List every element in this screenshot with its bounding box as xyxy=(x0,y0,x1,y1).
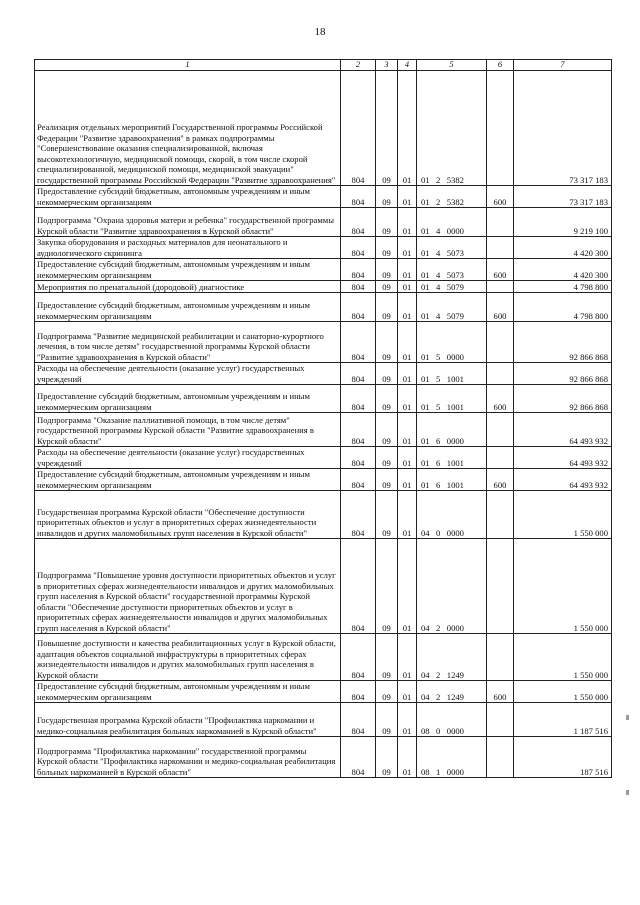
row-name: Подпрограмма "Повышение уровня доступности приоритетных объектов и услуг в приоритетных сферах жизнедеятельности инвалидов и других маломобильных групп населения в Курской области" государственной программы Курской области "Обеспечение доступности приоритетных объектов и услуг в приоритетных сферах жизнедеятельности инвалидов и других маломобильных групп населения в Курской области" xyxy=(35,539,341,634)
table-row xyxy=(35,385,612,413)
row-amount: 9 219 100 xyxy=(514,208,612,237)
row-target-code: 01 5 0000 xyxy=(417,322,487,363)
row-section-code: 09 xyxy=(376,539,398,634)
row-subsection-code: 01 xyxy=(398,71,417,186)
table-row xyxy=(35,469,612,491)
row-ministry-code: 804 xyxy=(341,363,376,385)
row-ministry-code: 804 xyxy=(341,385,376,413)
row-ministry-code: 804 xyxy=(341,71,376,186)
row-amount: 1 550 000 xyxy=(514,681,612,703)
row-ministry-code: 804 xyxy=(341,208,376,237)
table-row xyxy=(35,491,612,539)
row-amount: 64 493 932 xyxy=(514,469,612,491)
budget-table xyxy=(34,59,612,778)
row-name: Предоставление субсидий бюджетным, автономным учреждениям и иным некоммерческим организациям xyxy=(35,259,341,281)
row-subsection-code: 01 xyxy=(398,539,417,634)
row-expense-type xyxy=(487,539,514,634)
row-section-code: 09 xyxy=(376,71,398,186)
row-amount: 4 420 300 xyxy=(514,259,612,281)
row-subsection-code: 01 xyxy=(398,208,417,237)
row-expense-type: 600 xyxy=(487,681,514,703)
row-target-code: 04 2 0000 xyxy=(417,539,487,634)
row-amount: 73 317 183 xyxy=(514,71,612,186)
row-name: Предоставление субсидий бюджетным, автономным учреждениям и иным некоммерческим организациям xyxy=(35,681,341,703)
row-target-code: 01 5 1001 xyxy=(417,385,487,413)
row-amount: 1 550 000 xyxy=(514,491,612,539)
row-name: Предоставление субсидий бюджетным, автономным учреждениям и иным некоммерческим организациям xyxy=(35,186,341,208)
row-target-code: 04 2 1249 xyxy=(417,681,487,703)
row-amount: 92 866 868 xyxy=(514,322,612,363)
row-section-code: 09 xyxy=(376,208,398,237)
table-row xyxy=(35,737,612,778)
row-expense-type: 600 xyxy=(487,469,514,491)
row-amount: 4 798 800 xyxy=(514,293,612,322)
row-amount: 4 798 800 xyxy=(514,281,612,293)
row-section-code: 09 xyxy=(376,259,398,281)
row-expense-type: 600 xyxy=(487,259,514,281)
row-expense-type xyxy=(487,363,514,385)
row-subsection-code: 01 xyxy=(398,322,417,363)
row-target-code: 01 4 5079 xyxy=(417,293,487,322)
row-target-code: 01 6 1001 xyxy=(417,447,487,469)
row-expense-type xyxy=(487,237,514,259)
row-subsection-code: 01 xyxy=(398,259,417,281)
table-row xyxy=(35,293,612,322)
row-amount: 1 187 516 xyxy=(514,703,612,737)
col-header: 5 xyxy=(417,60,487,71)
table-row xyxy=(35,703,612,737)
row-target-code: 01 2 5382 xyxy=(417,186,487,208)
row-subsection-code: 01 xyxy=(398,186,417,208)
row-subsection-code: 01 xyxy=(398,385,417,413)
row-section-code: 09 xyxy=(376,322,398,363)
row-ministry-code: 804 xyxy=(341,259,376,281)
row-subsection-code: 01 xyxy=(398,491,417,539)
table-row xyxy=(35,539,612,634)
row-name: Мероприятия по пренатальной (дородовой) диагностике xyxy=(35,281,341,293)
row-name: Государственная программа Курской области "Обеспечение доступности приоритетных объектов и услуг в приоритетных сферах жизнедеятельности инвалидов и других маломобильных групп населения в Курской области" xyxy=(35,491,341,539)
row-section-code: 09 xyxy=(376,681,398,703)
row-target-code: 01 4 5073 xyxy=(417,237,487,259)
row-ministry-code: 804 xyxy=(341,469,376,491)
row-ministry-code: 804 xyxy=(341,293,376,322)
row-name: Закупка оборудования и расходных материалов для неонатального и аудиологического скрининга xyxy=(35,237,341,259)
row-section-code: 09 xyxy=(376,447,398,469)
row-amount: 64 493 932 xyxy=(514,413,612,447)
row-target-code: 01 6 0000 xyxy=(417,413,487,447)
table-row xyxy=(35,259,612,281)
row-expense-type xyxy=(487,281,514,293)
col-header: 7 xyxy=(514,60,612,71)
row-ministry-code: 804 xyxy=(341,237,376,259)
row-subsection-code: 01 xyxy=(398,413,417,447)
row-ministry-code: 804 xyxy=(341,447,376,469)
row-expense-type xyxy=(487,71,514,186)
row-ministry-code: 804 xyxy=(341,681,376,703)
row-name: Подпрограмма "Развитие медицинской реабилитации и санаторно-курортного лечения, в том числе детям" государственной программы Курской области "Развитие здравоохранения в Курской области" xyxy=(35,322,341,363)
row-ministry-code: 804 xyxy=(341,703,376,737)
table-row xyxy=(35,208,612,237)
row-amount: 1 550 000 xyxy=(514,634,612,681)
row-section-code: 09 xyxy=(376,293,398,322)
row-ministry-code: 804 xyxy=(341,737,376,778)
row-amount: 4 420 300 xyxy=(514,237,612,259)
row-target-code: 08 1 0000 xyxy=(417,737,487,778)
row-section-code: 09 xyxy=(376,491,398,539)
row-expense-type xyxy=(487,322,514,363)
scan-mark xyxy=(626,715,629,720)
row-name: Предоставление субсидий бюджетным, автономным учреждениям и иным некоммерческим организациям xyxy=(35,469,341,491)
row-expense-type xyxy=(487,737,514,778)
row-name: Подпрограмма "Охрана здоровья матери и ребенка" государственной программы Курской области "Развитие здравоохранения в Курской области" xyxy=(35,208,341,237)
row-section-code: 09 xyxy=(376,703,398,737)
row-target-code: 01 4 5073 xyxy=(417,259,487,281)
row-amount: 187 516 xyxy=(514,737,612,778)
row-name: Реализация отдельных мероприятий Государственной программы Российской Федерации "Развитие здравоохранения" в рамках подпрограммы "Совершенствование оказания специализированной, включая высокотехнологичную, медицинской помощи, скорой, в том числе скорой специализированной, медицинской помощи, медицинской эвакуации" государственной программы Российской Федерации "Развитие здравоохранения" xyxy=(35,71,341,186)
row-name: Государственная программа Курской области "Профилактика наркомании и медико-социальная реабилитация больных наркоманией в Курской области" xyxy=(35,703,341,737)
table-row xyxy=(35,413,612,447)
row-section-code: 09 xyxy=(376,281,398,293)
row-ministry-code: 804 xyxy=(341,281,376,293)
row-section-code: 09 xyxy=(376,634,398,681)
row-name: Расходы на обеспечение деятельности (оказание услуг) государственных учреждений xyxy=(35,447,341,469)
row-section-code: 09 xyxy=(376,186,398,208)
row-expense-type xyxy=(487,447,514,469)
table-row xyxy=(35,71,612,186)
table-row xyxy=(35,681,612,703)
col-header: 2 xyxy=(341,60,376,71)
table-row xyxy=(35,363,612,385)
scan-mark xyxy=(626,790,629,795)
row-section-code: 09 xyxy=(376,385,398,413)
col-header: 3 xyxy=(376,60,398,71)
row-target-code: 01 4 5079 xyxy=(417,281,487,293)
row-subsection-code: 01 xyxy=(398,363,417,385)
row-subsection-code: 01 xyxy=(398,237,417,259)
row-ministry-code: 804 xyxy=(341,491,376,539)
table-row xyxy=(35,281,612,293)
row-expense-type xyxy=(487,413,514,447)
row-expense-type xyxy=(487,634,514,681)
table-row xyxy=(35,322,612,363)
row-subsection-code: 01 xyxy=(398,703,417,737)
row-section-code: 09 xyxy=(376,737,398,778)
row-expense-type: 600 xyxy=(487,293,514,322)
row-section-code: 09 xyxy=(376,413,398,447)
row-expense-type: 600 xyxy=(487,385,514,413)
table-row xyxy=(35,447,612,469)
row-subsection-code: 01 xyxy=(398,293,417,322)
row-name: Предоставление субсидий бюджетным, автономным учреждениям и иным некоммерческим организациям xyxy=(35,293,341,322)
row-target-code: 04 2 1249 xyxy=(417,634,487,681)
row-subsection-code: 01 xyxy=(398,737,417,778)
row-target-code: 04 0 0000 xyxy=(417,491,487,539)
row-ministry-code: 804 xyxy=(341,322,376,363)
table-header-row xyxy=(35,60,612,71)
row-expense-type xyxy=(487,491,514,539)
row-ministry-code: 804 xyxy=(341,634,376,681)
row-target-code: 08 0 0000 xyxy=(417,703,487,737)
row-section-code: 09 xyxy=(376,363,398,385)
row-amount: 92 866 868 xyxy=(514,385,612,413)
table-row xyxy=(35,237,612,259)
row-amount: 92 866 868 xyxy=(514,363,612,385)
page-number: 18 xyxy=(314,26,326,38)
table-row xyxy=(35,186,612,208)
row-ministry-code: 804 xyxy=(341,539,376,634)
row-target-code: 01 5 1001 xyxy=(417,363,487,385)
row-name: Повышение доступности и качества реабилитационных услуг в Курской области, адаптация объектов социальной инфраструктуры в приоритетных сферах жизнедеятельности инвалидов и других маломобильных групп населения в Курской области xyxy=(35,634,341,681)
row-ministry-code: 804 xyxy=(341,186,376,208)
row-subsection-code: 01 xyxy=(398,447,417,469)
row-name: Подпрограмма "Оказание паллиативной помощи, в том числе детям" государственной программы Курской области "Развитие здравоохранения в Курской области" xyxy=(35,413,341,447)
row-target-code: 01 2 5382 xyxy=(417,71,487,186)
row-name: Предоставление субсидий бюджетным, автономным учреждениям и иным некоммерческим организациям xyxy=(35,385,341,413)
col-header: 6 xyxy=(487,60,514,71)
row-name: Подпрограмма "Профилактика наркомании" государственной программы Курской области "Профилактика наркомании и медико-социальная реабилитация больных наркоманией в Курской области" xyxy=(35,737,341,778)
row-section-code: 09 xyxy=(376,469,398,491)
col-header: 1 xyxy=(35,60,341,71)
row-subsection-code: 01 xyxy=(398,469,417,491)
row-expense-type: 600 xyxy=(487,186,514,208)
col-header: 4 xyxy=(398,60,417,71)
row-subsection-code: 01 xyxy=(398,634,417,681)
row-name: Расходы на обеспечение деятельности (оказание услуг) государственных учреждений xyxy=(35,363,341,385)
table-row xyxy=(35,634,612,681)
row-target-code: 01 6 1001 xyxy=(417,469,487,491)
row-amount: 1 550 000 xyxy=(514,539,612,634)
row-subsection-code: 01 xyxy=(398,281,417,293)
row-amount: 73 317 183 xyxy=(514,186,612,208)
row-expense-type xyxy=(487,703,514,737)
row-expense-type xyxy=(487,208,514,237)
row-amount: 64 493 932 xyxy=(514,447,612,469)
row-ministry-code: 804 xyxy=(341,413,376,447)
row-target-code: 01 4 0000 xyxy=(417,208,487,237)
row-section-code: 09 xyxy=(376,237,398,259)
row-subsection-code: 01 xyxy=(398,681,417,703)
